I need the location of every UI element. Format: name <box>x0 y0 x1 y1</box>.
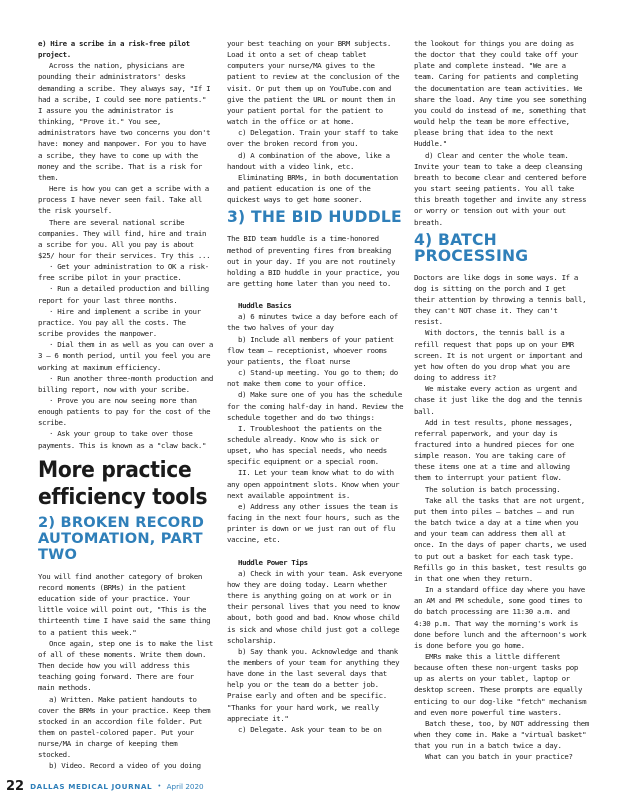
body-paragraph: With doctors, the tennis ball is a refill request that pops up on your EMR screen. It is not urgent or important and yet how often do you drop what you are doing to address it? <box>414 328 583 383</box>
list-item: e) Address any other issues the team is facing in the next four hours, such as the printer is down or we just ran out of flu vaccine, etc. <box>227 501 400 545</box>
subheading-huddle-basics: Huddle Basics <box>238 301 292 311</box>
body-paragraph: What can you batch in your practice? <box>425 752 573 762</box>
page-number: 22 <box>6 778 25 794</box>
column-left <box>38 38 213 772</box>
body-paragraph: a) Written. Make patient handouts to cover the BRMs in your practice. Keep them stocked in an accordion file folder. Put them on pastel-colored paper. Put your nurse/MA in charge of keeping them stocked. <box>38 694 211 760</box>
body-paragraph: Once again, step one is to make the list of all of these moments. Write them down. Then decide how you will address this teaching going forward. There are four main methods. <box>38 638 213 693</box>
body-paragraph: You will find another category of broken record moments (BRMs) in the patient education side of your practice. Your little voice will point out, "This is the thirteenth time I have said the same thing to a patient this week." <box>38 571 211 637</box>
body-paragraph: We mistake every action as urgent and chase it just like the dog and the tennis ball. <box>414 384 583 416</box>
column-right <box>414 38 590 763</box>
body-paragraph: Take all the tasks that are not urgent, put them into piles – batches – and run the batch twice a day at a time when you and your team can address them all at once. In the days of paper charts, we used to put out a basket for each task type. Refills go in this basket, test results go in that one when they return. <box>414 495 587 583</box>
body-paragraph: your best teaching on your BRM subjects. Load it onto a set of cheap tablet computers your nurse/MA gives to the patient to review at the conclusion of the visit. Or put them up on YouTube.com and give the patient the URL or mount them in your patient portal for the patient to watch in the office or at home. <box>227 39 400 127</box>
body-paragraph: d) A combination of the above, like a handout with a video link, etc. <box>227 150 390 171</box>
list-item: a) 6 minutes twice a day before each of the two halves of your day <box>227 312 398 333</box>
list-item: a) Check in with your team. Ask everyone how they are doing today. Learn whether there is anything going on at work or in their personal lives that you need to know about, both good and bad. Know whose child is sick and whose child just got a college scholarship. <box>227 568 402 645</box>
page-footer <box>6 776 204 796</box>
body-paragraph: the lookout for things you are doing as the doctor that they could take off your plate and complete instead. "We are a team. Caring for patients and completing the documentation are team activities. We share the load. Any time you see something you could do instead of me, something that would help the team be more effective, please bring that idea to the next Huddle." <box>414 39 587 149</box>
list-item: c) Stand-up meeting. You go to them; do not make them come to your office. <box>227 368 398 389</box>
column-middle <box>227 38 404 735</box>
body-paragraph: EMRs make this a little different because often these non-urgent tasks pop up as alerts on your tablet, laptop or desktop screen. These prompts are equally enticing to our dog-like "fetch" mechanism and even more powerful time wasters. <box>414 651 587 717</box>
subheading-power-tips: Huddle Power Tips <box>238 557 308 567</box>
body-paragraph: In a standard office day where you have an AM and PM schedule, some good times to do batch processing are 11:30 a.m. and 4:30 p.m. That way the morning's work is done before lunch and the afternoon's work is done before you go home. <box>414 585 587 650</box>
body-paragraph: Doctors are like dogs in some ways. If a dog is sitting on the porch and I get their attention by throwing a tennis ball, they can't NOT chase it. They can't resist. <box>414 272 587 327</box>
list-item: II. Let your team know what to do with any open appointment slots. Know when your next available appointment is. <box>227 468 400 500</box>
list-item: c) Delegate. Ask your team to be on <box>238 724 382 734</box>
list-item: b) Include all members of your patient flow team – receptionist, whoever rooms your patients, the float nurse <box>227 334 394 366</box>
body-paragraph: There are several national scribe companies. They will find, hire and train a scribe for you. All you pay is about $25/ hour for their services. Try this ... <box>38 217 211 260</box>
bullet-item: · Run another three-month production and billing report, now with your scribe. <box>38 373 213 394</box>
section-heading-broken-record: 2) BROKEN RECORD AUTOMATION, PART TWO <box>38 513 205 563</box>
bullet-item: · Get your administration to OK a risk-free scribe pilot in your practice. <box>38 262 209 283</box>
body-paragraph: Here is how you can get a scribe with a process I have never seen fail. Take all the risk yourself. <box>38 184 209 216</box>
body-paragraph: Batch these, too, by NOT addressing them when they come in. Make a "virtual basket" that you run in a batch twice a day. <box>414 718 589 751</box>
body-paragraph: Eliminating BRMs, in both documentation and patient education is one of the quickest ways to get home sooner. <box>227 172 398 205</box>
publication-name: DALLAS MEDICAL JOURNAL <box>30 781 153 791</box>
section-title: More practice efficiency tools <box>38 456 208 510</box>
body-paragraph: c) Delegation. Train your staff to take over the broken record from you. <box>227 128 398 149</box>
body-paragraph: The solution is batch processing. <box>425 484 561 494</box>
scribe-heading: e) Hire a scribe in a risk-free pilot project. <box>38 39 190 60</box>
bullet-item: · Dial them in as well as you can over a 3 – 6 month period, until you feel you are working at maximum efficiency. <box>38 340 213 372</box>
list-item: d) Make sure one of you has the schedule for the coming half-day in hand. Review the schedule together and do two things: <box>227 390 404 422</box>
body-paragraph: d) Clear and center the whole team. Invite your team to take a deep cleansing breath to become clear and centered before you start seeing patients. You all take this breath together and invite any stress or worry or tension out with your out breath. <box>414 150 587 227</box>
bullet-item: · Prove you are now seeing more than enough patients to pay for the cost of the scribe. <box>38 396 211 428</box>
separator-dot: • <box>158 782 161 790</box>
list-item: I. Troubleshoot the patients on the schedule already. Know who is sick or upset, who has special needs, who needs specific equipment or a special room. <box>227 423 387 467</box>
list-item: b) Say thank you. Acknowledge and thank the members of your team for anything they have done in the last several days that help you or the team do a better job. Praise early and often and be specific. "Thanks for your hard work, we really appreciate it." <box>227 646 400 723</box>
body-paragraph: Add in test results, phone messages, referral paperwork, and your day is fractured into a hundred pieces for one simple reason. You are taking care of these items one at a time and allowing them to interrupt your patient flow. <box>414 417 574 483</box>
body-paragraph: Across the nation, physicians are pounding their administrators' desks demanding a scribe. They always say, "If I had a scribe, I could see more patients." I assure you the administrator is thinking, "Prove it." You see, administrators have two concerns you don't have: money and manpower. For you to have a scribe, they have to come up with the money and the scribe. That is a risk for them. <box>38 61 211 182</box>
bullet-item: · Ask your group to take over those payments. This is known as a "claw back." <box>38 429 207 450</box>
issue-date: April 2020 <box>166 781 204 791</box>
body-paragraph: b) Video. Record a video of you doing <box>49 761 201 771</box>
section-heading-batch-processing: 4) BATCH PROCESSING <box>414 230 529 265</box>
bullet-item: · Hire and implement a scribe in your practice. You pay all the costs. The scribe provides the manpower. <box>38 306 201 339</box>
bullet-item: · Run a detailed production and billing report for your last three months. <box>38 284 209 305</box>
section-heading-bid-huddle: 3) THE BID HUDDLE <box>227 208 402 227</box>
body-paragraph: The BID team huddle is a time-honored method of preventing fires from breaking out in your day. If you are not routinely holding a BID huddle in your practice, you are getting home later than you need to. <box>227 234 400 288</box>
